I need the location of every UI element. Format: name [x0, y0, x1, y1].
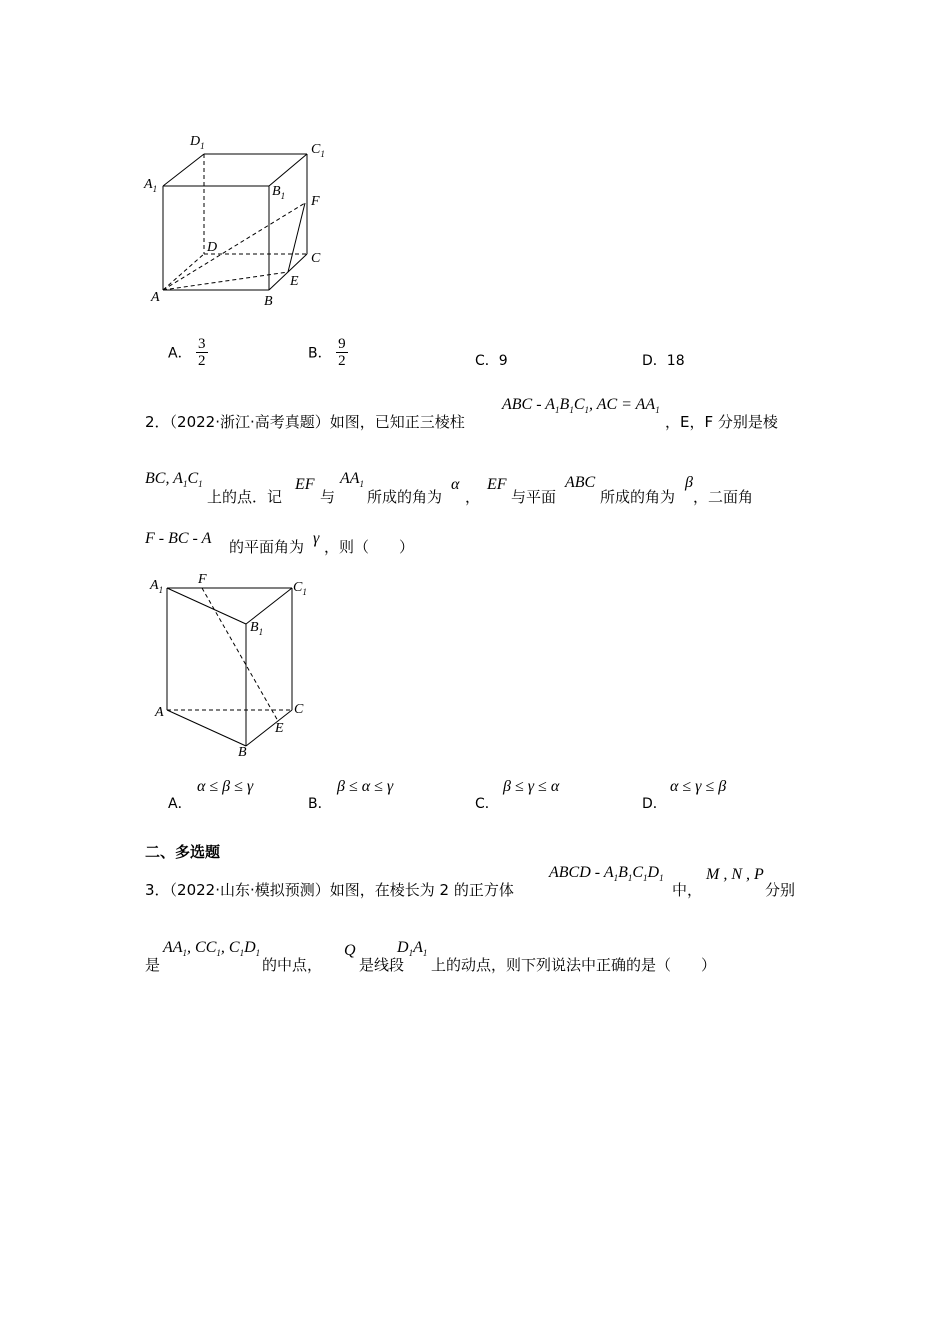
- q2-line2-text1: 上的点．记: [207, 488, 283, 506]
- label-f-prism: F: [198, 572, 207, 587]
- q3-cube-expr: ABCD - $A_1B_1C_1D_1$: [549, 864, 664, 884]
- q2-option-c-letter[interactable]: C．: [475, 796, 499, 812]
- label-b-prism: B: [238, 745, 247, 760]
- section-title-multiple-choice: 二、多选题: [145, 843, 221, 861]
- q2-bc-a1c1: BC, $A_1C_1$: [145, 470, 203, 490]
- q2-angle2: 所成的角为: [600, 488, 676, 506]
- label-a-prism: A: [155, 705, 164, 720]
- q2-dihedral: ，二面角: [693, 488, 754, 506]
- q2-ef-2: EF: [487, 476, 507, 493]
- label-a: A: [151, 290, 160, 305]
- q2-ef-1: EF: [295, 476, 315, 493]
- label-d: D: [207, 240, 218, 255]
- q2-alpha: α: [451, 476, 460, 493]
- q1-option-b[interactable]: B． $\frac{9}{2}$: [308, 336, 346, 369]
- q3-fenbie: 分别: [765, 881, 796, 899]
- q2-line1-tail: ，E，F 分别是棱: [665, 413, 778, 431]
- q2-option-d-expr[interactable]: α ≤ γ ≤ β: [670, 778, 727, 795]
- q3-q: Q: [344, 942, 356, 959]
- q2-abc: ABC: [565, 474, 596, 491]
- q2-option-b-letter[interactable]: B．: [308, 796, 332, 812]
- label-a1-prism: $A_1$: [150, 578, 164, 595]
- label-c: C: [311, 251, 321, 266]
- cube-figure: [140, 130, 340, 315]
- q3-line1: 3．（2022·山东·模拟预测）如图，在棱长为 2 的正方体: [145, 881, 514, 899]
- q2-beta: β: [685, 474, 693, 491]
- q2-option-d-letter[interactable]: D．: [642, 796, 667, 812]
- q2-option-a-expr[interactable]: α ≤ β ≤ γ: [197, 778, 254, 795]
- q3-mnp: M , N , P: [706, 866, 764, 883]
- label-d1: $D_1$: [190, 134, 205, 151]
- q1-option-d[interactable]: D．18: [642, 353, 685, 369]
- q2-option-a-letter[interactable]: A．: [168, 796, 192, 812]
- q2-yu: 与: [320, 488, 336, 506]
- q2-gamma: γ: [313, 530, 320, 547]
- q2-dihedral-expr: F - BC - A: [145, 530, 212, 547]
- label-c1: $C_1$: [311, 142, 325, 159]
- label-c1-prism: $C_1$: [293, 580, 307, 597]
- q3-midpoint-text: 的中点，: [262, 956, 323, 974]
- q3-shi: 是: [145, 956, 161, 974]
- q2-yu-plane: 与平面: [511, 488, 557, 506]
- q2-option-c-expr[interactable]: β ≤ γ ≤ α: [503, 778, 560, 795]
- q2-comma: ，: [465, 488, 481, 506]
- label-a1: $A_1$: [144, 177, 158, 194]
- label-b1: $B_1$: [272, 184, 286, 201]
- q3-rest: 上的动点，则下列说法中正确的是（ ）: [431, 956, 717, 974]
- prism-figure: [140, 570, 330, 755]
- q3-segment-text: 是线段: [359, 956, 405, 974]
- label-b1-prism: $B_1$: [250, 620, 264, 637]
- q3-zhong: 中，: [672, 881, 703, 899]
- q2-line1: 2．（2022·浙江·高考真题）如图，已知正三棱柱: [145, 413, 465, 431]
- label-f: F: [311, 194, 320, 209]
- q1-option-c[interactable]: C．9: [475, 353, 508, 369]
- label-b: B: [264, 294, 273, 309]
- label-e: E: [290, 274, 299, 289]
- q3-midpoints-expr: $AA_1$, $CC_1$, $C_1D_1$: [163, 939, 261, 959]
- q2-option-b-expr[interactable]: β ≤ α ≤ γ: [337, 778, 394, 795]
- q1-option-a[interactable]: A． $\frac{3}{2}$: [168, 336, 206, 369]
- q2-prism-expr: ABC - $A_1B_1C_1$, AC = $AA_1$: [502, 396, 660, 416]
- q2-then: ，则（ ）: [324, 538, 415, 556]
- label-e-prism: E: [275, 721, 284, 736]
- label-c-prism: C: [294, 702, 304, 717]
- q2-aa1: $AA_1$: [340, 470, 365, 490]
- q2-angle1: 所成的角为: [367, 488, 443, 506]
- q3-segment-expr: $D_1A_1$: [397, 939, 428, 959]
- q2-plane-angle: 的平面角为: [229, 538, 305, 556]
